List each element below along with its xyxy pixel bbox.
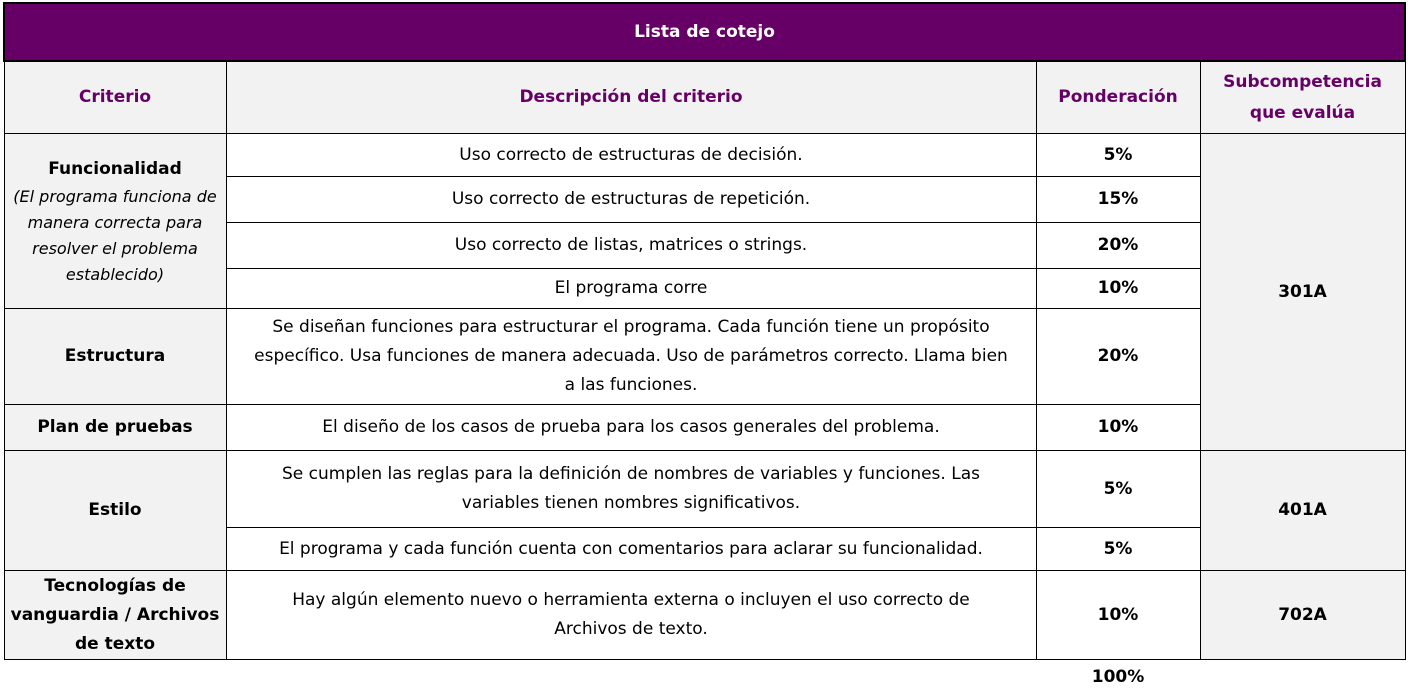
ponderacion-cell: 5% [1036, 134, 1200, 177]
descripcion-cell: Uso correcto de estructuras de decisión. [226, 134, 1036, 177]
header-descripcion: Descripción del criterio [226, 61, 1036, 134]
ponderacion-cell: 10% [1036, 405, 1200, 451]
ponderacion-cell: 5% [1036, 451, 1200, 528]
checklist-table [3, 2, 1406, 660]
ponderacion-cell: 20% [1036, 309, 1200, 405]
ponderacion-cell: 10% [1036, 269, 1200, 309]
descripcion-cell: Se cumplen las reglas para la definición de nombres de variables y funciones. Las variables tienen nombres significativos. [226, 451, 1036, 528]
ponderacion-cell: 10% [1036, 571, 1200, 660]
header-ponderacion: Ponderación [1036, 61, 1200, 134]
descripcion-cell: El diseño de los casos de prueba para los casos generales del problema. [226, 405, 1036, 451]
criterio-plan-de-pruebas: Plan de pruebas [4, 405, 226, 451]
total-ponderacion: 100% [1091, 667, 1145, 687]
criterio-funcionalidad [4, 134, 226, 309]
descripcion-cell: El programa y cada función cuenta con comentarios para aclarar su funcionalidad. [226, 528, 1036, 571]
table-title: Lista de cotejo [4, 3, 1405, 61]
descripcion-cell: Hay algún elemento nuevo o herramienta externa o incluyen el uso correcto de Archivos de texto. [226, 571, 1036, 660]
descripcion-cell: Uso correcto de listas, matrices o strings. [226, 223, 1036, 269]
subcompetencia-301a: 301A [1200, 134, 1405, 451]
header-criterio: Criterio [4, 61, 226, 134]
ponderacion-cell: 5% [1036, 528, 1200, 571]
criterio-estructura: Estructura [4, 309, 226, 405]
criterio-tecnologias: Tecnologías de vanguardia / Archivos de texto [4, 571, 226, 660]
criterio-estilo: Estilo [4, 451, 226, 571]
descripcion-cell: El programa corre [226, 269, 1036, 309]
criterio-note: (El programa funciona de manera correcta para resolver el problema establecido) [13, 186, 217, 284]
ponderacion-cell: 15% [1036, 177, 1200, 223]
subcompetencia-401a: 401A [1200, 451, 1405, 571]
subcompetencia-702a: 702A [1200, 571, 1405, 660]
ponderacion-cell: 20% [1036, 223, 1200, 269]
descripcion-cell: Se diseñan funciones para estructurar el programa. Cada función tiene un propósito específico. Usa funciones de manera adecuada. Uso de parámetros correcto. Llama bien a las funciones. [226, 309, 1036, 405]
descripcion-cell: Uso correcto de estructuras de repetición. [226, 177, 1036, 223]
header-subcompetencia: Subcompetencia que evalúa [1200, 61, 1405, 134]
criterio-label: Funcionalidad [48, 158, 182, 179]
